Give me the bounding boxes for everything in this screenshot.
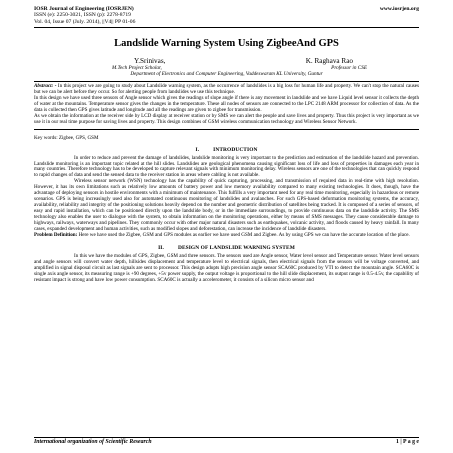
journal-website[interactable]: www.iosrjen.org <box>379 6 419 12</box>
journal-info <box>34 6 135 25</box>
journal-header <box>34 6 419 25</box>
problem-definition-label: Problem Definition: <box>34 231 78 238</box>
body-paragraph: In this we have the modules of GPS, Zigbee, GSM and three sensors. The sensors used are Angle sensor, Water level sensor and Temperature sensor. Water level sensors and angle sensors will convert water depth, hillsides displacement and temperature level to electrical signals, then electrical signals from the sensors will be voltage converted, and amplified in signal disposal circuit as last signals are sent to processor. This design adopts high precision angle sensor SCA60C produced by VTI to detect the mountain angle. SCA60C is single axis angle sensor, its measuring range is +90 degrees, +5v power supply, the output voltage is proportional to the hill slide displacement, its output range is 0.5-4.5v, the capability of resistant impact is strong and have low power consumption. SCA60C is actually a accelerometer, it consists of a silicon micro sensor and <box>34 252 419 283</box>
affiliation: Department of Electronics and Computer Engineering, Vaddeswaram KL University, Guntur <box>130 70 323 77</box>
section-heading <box>34 147 419 153</box>
body-paragraph <box>34 233 419 239</box>
problem-definition-text: Here we have used the Zigbee, GSM and GPS modules as earlier we have used GSM and Zigbee. As by using GPS we can have the accurate location of the place. <box>77 231 410 238</box>
journal-issn: ISSN (e): 2250-3021, ISSN (p): 2278-8719 <box>34 12 131 19</box>
abstract-paragraph: As we obtain the information at the receiver side by LCD display at receiver station or by SMS we can alert the people and save lives and property. Thus this project is very important as we use it in our real time purpose for saving lives and property. This design combines of GSM wireless communication technology and Wireless Sensor Network. <box>34 112 419 125</box>
body-paragraph: Wireless sensor network (WSN) technology has the capability of quick capturing, processing, and transmission of required data in real-time with high resolution. However, it has its own limitations such as relatively low amounts of battery power and low memory availability compared to many existing technologies. It does, though, have the advantage of deploying sensors in hostile environments with a minimum of maintenance. This fulfills a very important need for any real time monitoring, especially in hazardous or remote scenarios. GPS is being increasingly used also for automated continuous monitoring of landslides and avalanches. For such GPS-based deformation monitoring systems, the accuracy, availability, reliability and integrity of the positioning solutions heavily depend on the number and geometric distribution of satellites being tracked. It is composed of a series of sensors, of easy and rapid installation, which can be positioned directly upon the landslide body, or in the immediate surroundings, to provide continuous data on the landslide activity. The SMS technology also enables the user to dialogue with the system, to obtain information on the monitoring operations, either by means of SMS messages. They cause considerable damage to highways, railways, waterways and pipelines. They commonly occur with other major natural disasters such as earthquakes, volcanic activity, and floods caused by heavy rainfall. In many cases, expanded development and human activities, such as modified slopes and deforestation, can increase the incidence of landslide disasters. <box>34 178 419 232</box>
author-name: Y.Srinivas, <box>134 56 166 65</box>
paper-title: Landslide Warning System Using ZigbeeAnd GPS <box>114 37 339 49</box>
header-rule <box>34 27 419 28</box>
section-number: II. <box>158 244 164 251</box>
author-names <box>34 57 419 65</box>
journal-volume: Vol. 04, Issue 07 (July. 2014), ||V4|| PP 01-06 <box>34 18 136 25</box>
keywords: Key words: Zigbee, GPS, GSM <box>34 134 99 141</box>
footer-rule <box>34 437 419 438</box>
author-name: K. Raghava Rao <box>305 56 353 65</box>
body-paragraph: In order to reduce and prevent the damage of landslides, landslide monitoring is very important to the prediction and estimation of the landslide hazard and prevention. Landslide monitoring is an important topic related at the hill slides. Landslides are geological phenomena causing significant loss of life and loss of properties in damages each year in many countries. Therefore technology has to be developed to capture relevant signals with minimum monitoring delay. Wireless sensors are one of the technologies that can quickly respond to rapid changes of data and send the sensed data to the receiver station in areas where cabling is not available. <box>34 154 419 179</box>
page-footer <box>34 437 419 445</box>
author-role: M.Tech Project Scholar, <box>112 64 162 71</box>
section-number: I. <box>195 146 200 153</box>
abstract-paragraph: In this design we have used three sensors of Angle sensor which gives the readings of slope angle if there is any movement in landslide and we have Liquid level sensor it collects the depth of water at the mountains. Temperature sensor gives the changes in the temperature. These all nodes of sensors are connected to the LPC 2148 ARM processor for collection of data. As the data is collected then GPS gives latitude and longitude and all the readings are given to zigbee for transmission. <box>34 94 419 113</box>
abstract-label: Abstract: - <box>34 82 57 89</box>
author-role: Professor in CSE <box>331 64 367 71</box>
page-number: 1 | P a g e <box>395 439 419 445</box>
section-heading <box>34 245 419 251</box>
section-title: INTRODUCTION <box>213 146 258 153</box>
section-title: DESIGN OF LANDSLIDE WARNING SYSTEM <box>177 244 295 251</box>
abstract-paragraph: Abstract: - In this project we are going to study about Landslide warning system, as the occurrence of landslides is a big loss for human life and property. We can't stop the natural causes but we can be alert before they occur. So for alerting people from landslides we use this technique. <box>34 82 419 95</box>
footer-organization: International organization of Scientific Research <box>34 439 152 445</box>
abstract <box>34 81 419 130</box>
journal-name: IOSR Journal of Engineering (IOSRJEN) <box>34 6 134 12</box>
